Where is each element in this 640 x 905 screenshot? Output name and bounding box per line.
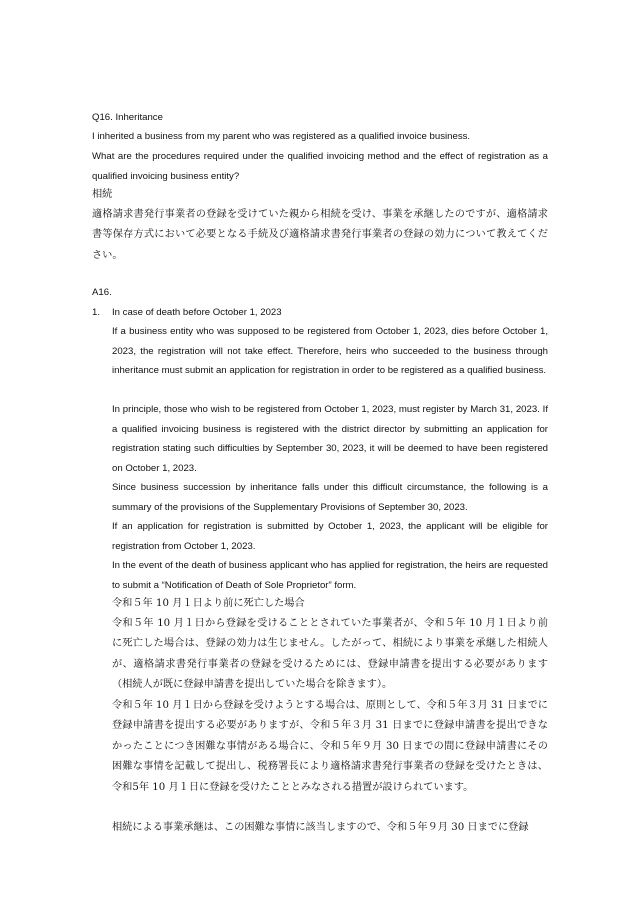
answer-paragraph-3: Since business succession by inheritance falls under this difficult circumstance, the following is a summary of the provisions of the Supplementary Provisions of September 30, 2023. [112, 482, 548, 513]
answer-label: A16. [92, 287, 112, 298]
list-item-number: 1. [92, 307, 101, 318]
answer-paragraph-3-ja: 相続による事業承継は、この困難な事情に該当しますので、令和５年９月 30 日までに登録 [112, 822, 529, 833]
answer-heading-ja: 令和５年 10 月１日より前に死亡した場合 [112, 598, 305, 609]
answer-paragraph-2-ja: 令和５年 10 月１日から登録を受けようとする場合は、原則として、令和５年３月 31 日までに登録申請書を提出する必要がありますが、令和５年３月 31 日までに登録申請書を提出できなかったことにつき困難な事情がある場合に、令和５年９月 30 日までの間に登録申請書にその困難な事情を記載して提出し、税務署長により適格請求書発行事業者の登録を受けたときは、令和5年 10 月１日に登録を受けたこととみなされる措置が設けられています。 [112, 700, 548, 793]
answer-paragraph-1: If a business entity who was supposed to be registered from October 1, 2023, dies before October 1, 2023, the registration will not take effect. Therefore, heirs who succeeded to the business through inheritance must submit an application for registration in order to be registered as a qualified business. [112, 326, 548, 377]
answer-paragraph-1-ja: 令和５年 10 月１日から登録を受けることとされていた事業者が、令和５年 10 月１日より前に死亡した場合は、登録の効力は生じません。したがって、相続により事業を承継した相続人が、適格請求書発行事業者の登録を受けるためには、登録申請書を提出する必要があります（相続人が既に登録申請書を提出していた場合を除きます）。 [112, 618, 548, 691]
question-line-2: What are the procedures required under the qualified invoicing method and the effect of registration as a qualified invoicing business entity? [92, 151, 548, 182]
answer-paragraph-5: In the event of the death of business applicant who has applied for registration, the heirs are requested to submit a “Notification of Death of Sole Proprietor” form. [112, 560, 548, 591]
question-title-ja: 相続 [92, 189, 113, 200]
answer-paragraph-4: If an application for registration is submitted by October 1, 2023, the applicant will be eligible for registration from October 1, 2023. [112, 521, 548, 552]
question-title: Q16. Inheritance [92, 112, 163, 123]
question-line-1: I inherited a business from my parent who was registered as a qualified invoice business. [92, 131, 471, 142]
answer-paragraph-2: In principle, those who wish to be registered from October 1, 2023, must register by March 31, 2023. If a qualified invoicing business is registered with the district director by submitting an application for registration stating such difficulties by September 30, 2023, it will be deemed to have been registered on October 1, 2023. [112, 404, 548, 474]
question-body-ja: 適格請求書発行事業者の登録を受けていた親から相続を受け、事業を承継したのですが、適格請求書等保存方式において必要となる手続及び適格請求書発行事業者の登録の効力について教えてください。 [92, 209, 548, 261]
list-item-heading: In case of death before October 1, 2023 [112, 307, 282, 318]
